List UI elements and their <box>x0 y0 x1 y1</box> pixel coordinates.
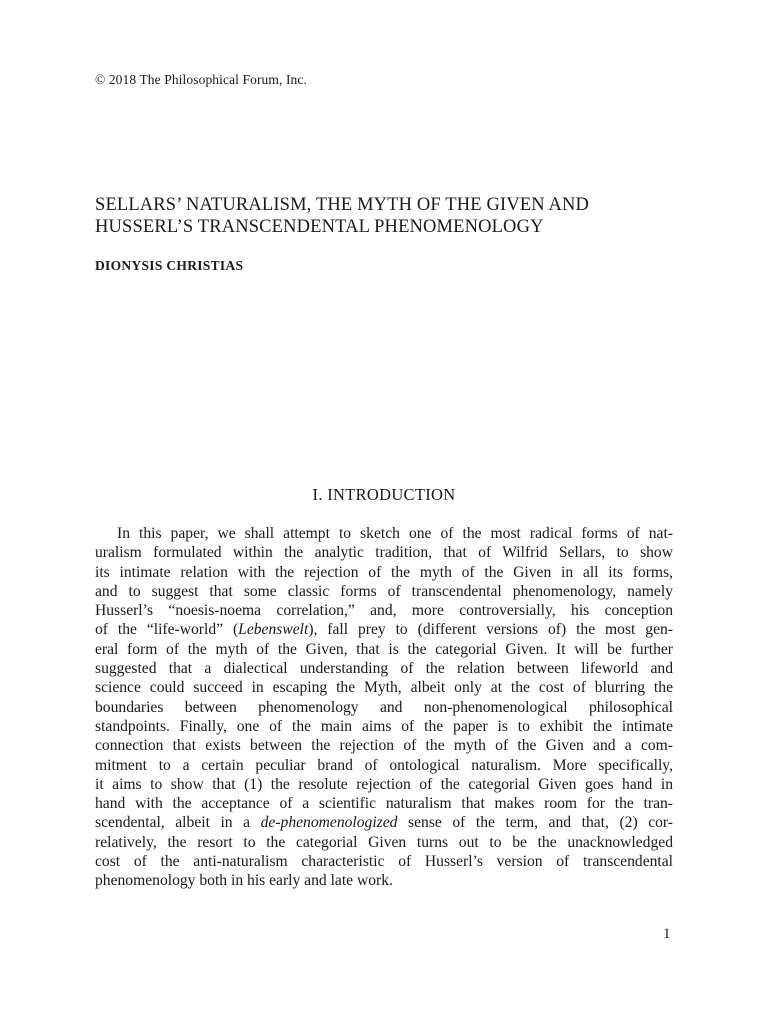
body-line-text: hand with the acceptance of a scientific naturalism that makes room for the tran- <box>95 795 673 813</box>
body-line <box>95 871 673 890</box>
body-line <box>95 736 673 755</box>
body-paragraph <box>95 524 673 891</box>
page-number: 1 <box>663 926 671 942</box>
body-line-text: cost of the anti-naturalism characteristic of Husserl’s version of transcendental <box>95 853 673 871</box>
body-line-text: connection that exists between the rejection of the myth of the Given and a com- <box>95 737 673 755</box>
body-line <box>95 717 673 736</box>
body-line <box>95 543 673 562</box>
body-line-text: Husserl’s “noesis-noema correlation,” and, more controversially, his conception <box>95 602 673 620</box>
body-line-text: phenomenology both in his early and late work. <box>95 872 393 890</box>
article-title <box>95 194 695 238</box>
body-line-text: sense of the term, and that, (2) cor- <box>397 814 673 832</box>
body-line <box>95 659 673 678</box>
body-line-text: it aims to show that (1) the resolute rejection of the categorial Given goes hand in <box>95 775 673 793</box>
body-line-text: standpoints. Finally, one of the main aims of the paper is to exhibit the intimate <box>95 717 673 735</box>
body-line <box>95 794 673 813</box>
italic-term: Lebenswelt <box>238 621 309 639</box>
body-line-text: and to suggest that some classic forms of transcendental phenomenology, namely <box>95 582 673 600</box>
body-line <box>95 620 673 639</box>
body-line-text: scendental, albeit in a <box>95 814 261 832</box>
body-line <box>95 813 673 832</box>
body-line-text: of the “life-world” ( <box>95 621 239 639</box>
body-line-text: eral form of the myth of the Given, that is the categorial Given. It will be further <box>95 640 673 658</box>
body-line <box>95 698 673 717</box>
body-line-text: boundaries between phenomenology and non-phenomenological philosophical <box>95 698 673 716</box>
body-line <box>95 640 673 659</box>
body-line-text: relatively, the resort to the categorial Given turns out to be the unacknowledged <box>95 833 673 851</box>
body-line <box>95 852 673 871</box>
article-title-line: HUSSERL’S TRANSCENDENTAL PHENOMENOLOGY <box>95 217 544 237</box>
body-line-text: uralism formulated within the analytic tradition, that of Wilfrid Sellars, to show <box>95 544 673 562</box>
body-line <box>95 582 673 601</box>
section-heading <box>0 485 768 505</box>
body-line <box>95 775 673 794</box>
body-line-text: its intimate relation with the rejection of the myth of the Given in all its forms, <box>95 563 673 581</box>
body-line-text: science could succeed in escaping the Myth, albeit only at the cost of blurring the <box>95 679 673 697</box>
article-title-line: SELLARS’ NATURALISM, THE MYTH OF THE GIVEN AND <box>95 195 590 215</box>
body-line <box>95 678 673 697</box>
italic-term: de-phenomenologized <box>260 814 398 832</box>
body-line <box>95 524 673 543</box>
body-line-text: In this paper, we shall attempt to sketch one of the most radical forms of nat- <box>117 525 673 542</box>
author-name: DIONYSIS CHRISTIAS <box>95 258 244 273</box>
body-line <box>95 601 673 620</box>
body-line <box>95 756 673 775</box>
body-line-text: suggested that a dialectical understanding of the relation between lifeworld and <box>95 660 673 678</box>
body-line-text: ), fall prey to (different versions of) the most gen- <box>308 621 673 639</box>
body-line <box>95 833 673 852</box>
copyright-notice: © 2018 The Philosophical Forum, Inc. <box>95 72 307 87</box>
body-line-text: mitment to a certain peculiar brand of ontological naturalism. More specifically, <box>95 756 673 774</box>
section-heading-text: I. INTRODUCTION <box>312 485 456 504</box>
body-line <box>95 563 673 582</box>
